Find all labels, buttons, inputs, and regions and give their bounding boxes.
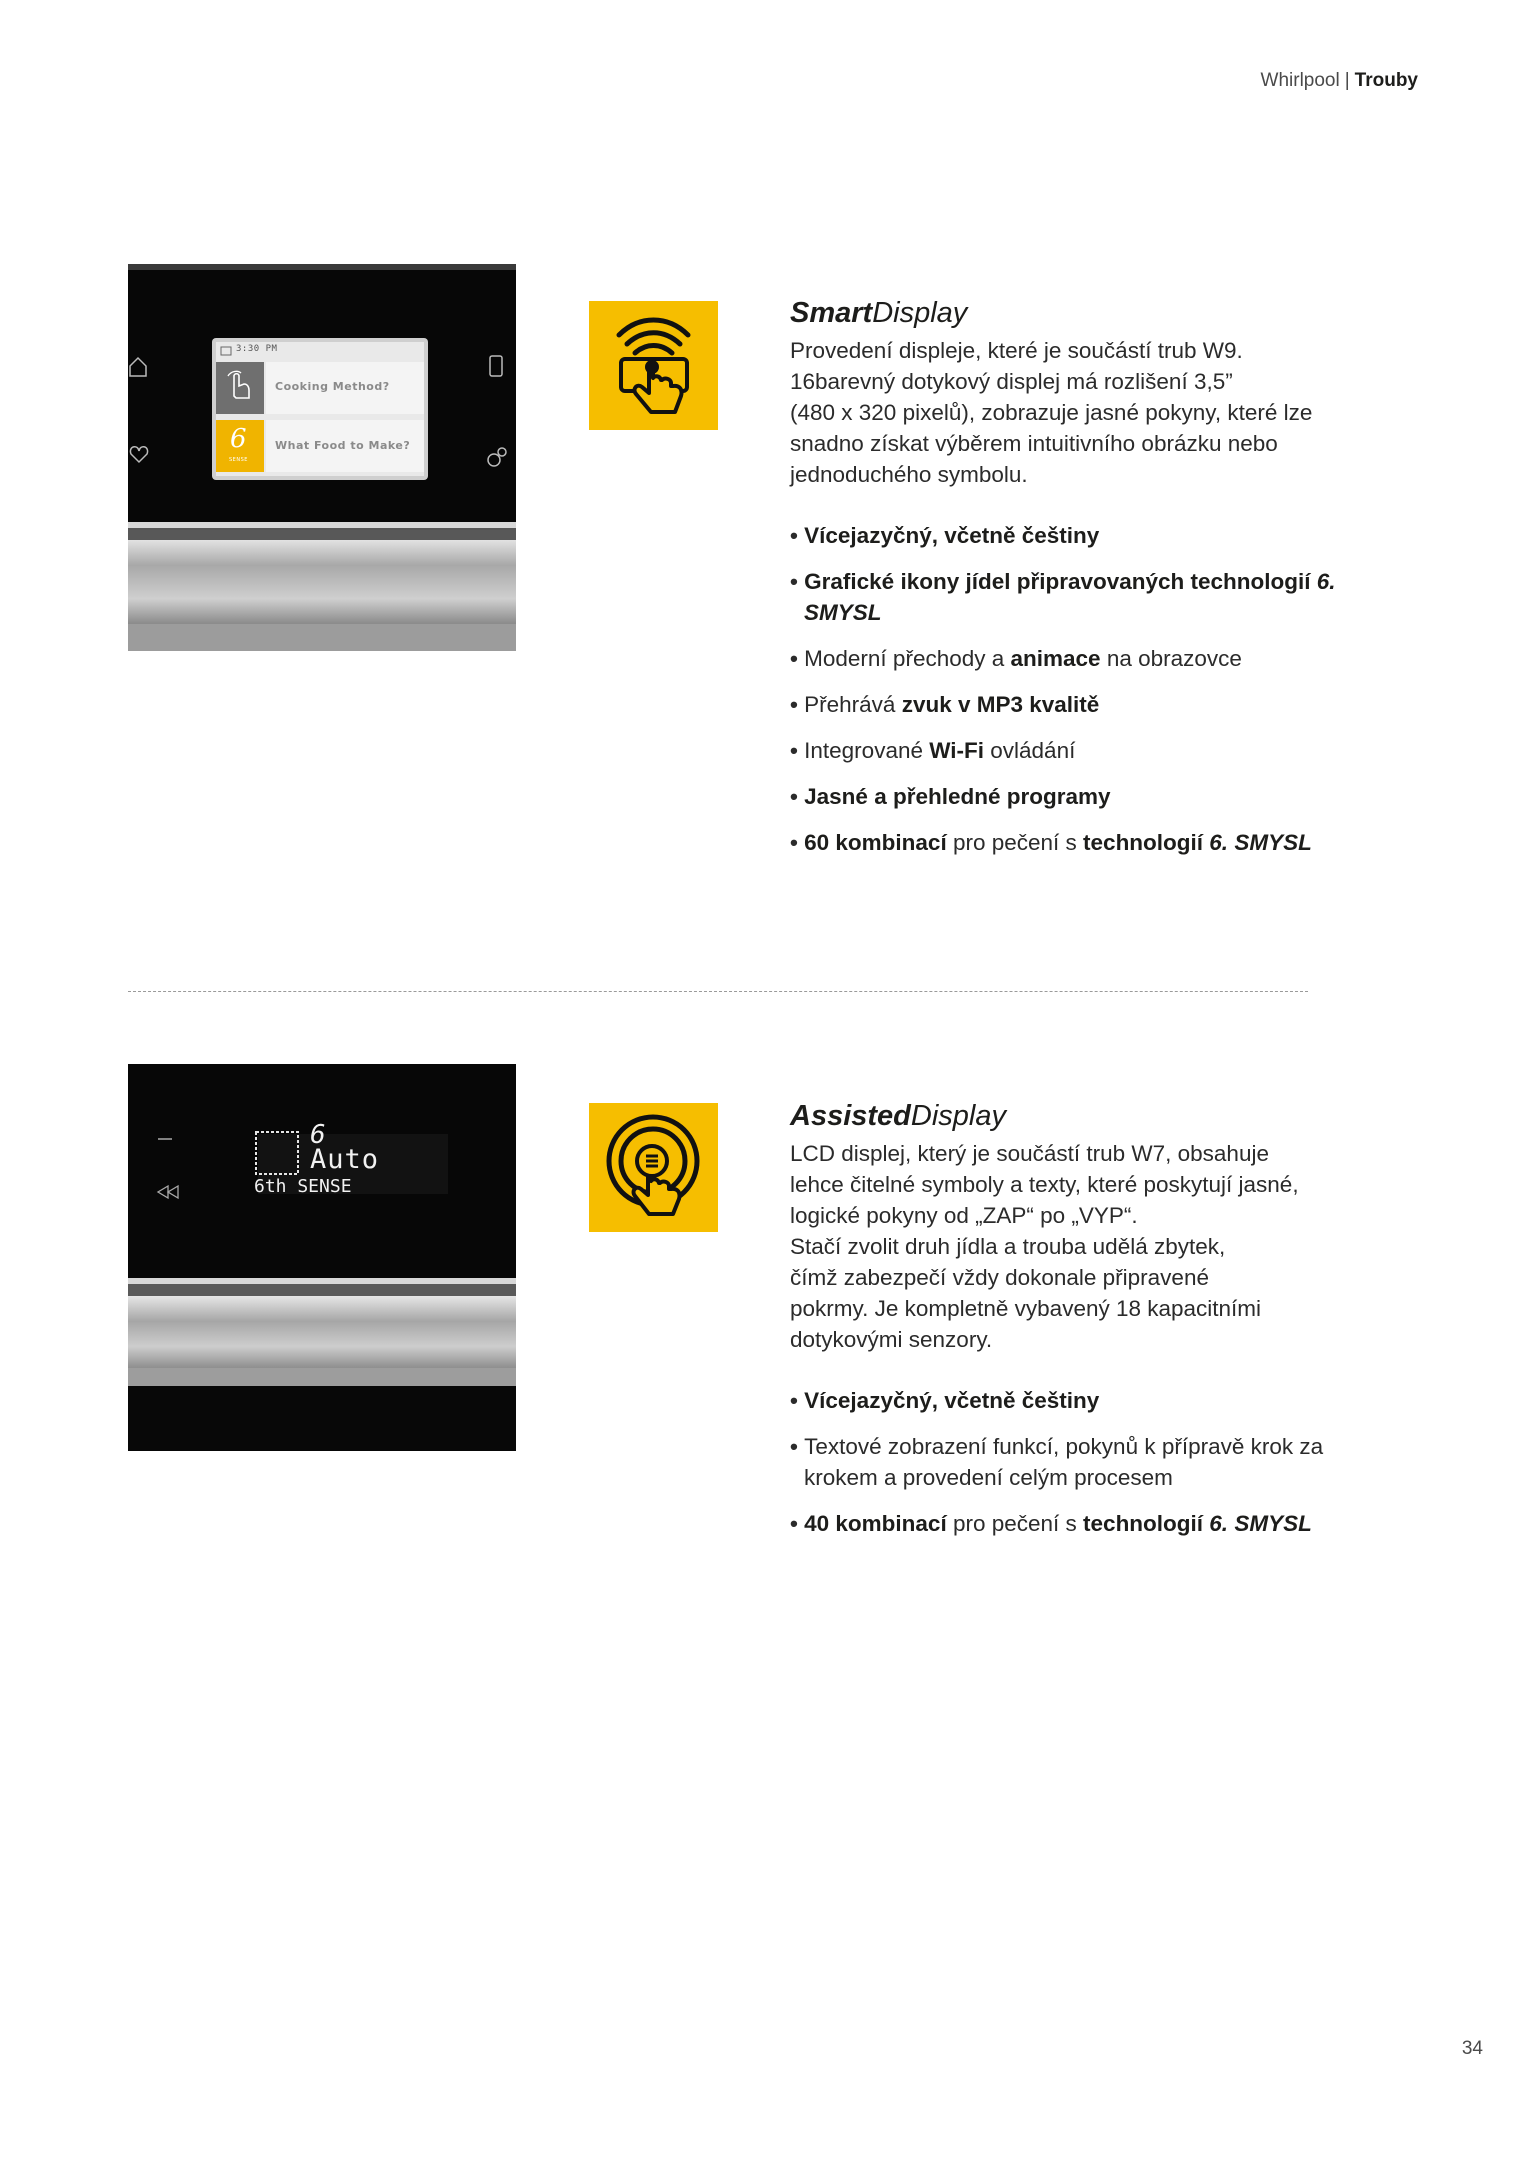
feature-item: • Integrované Wi-Fi ovládání	[790, 735, 1350, 766]
lcd-auto: Auto	[310, 1144, 380, 1175]
desc-line: logické pokyny od „ZAP“ po „VYP“.	[790, 1203, 1138, 1228]
smart-display-features	[790, 520, 1350, 858]
header-separator: |	[1344, 70, 1350, 91]
feature-item: • Jasné a přehledné programy	[790, 781, 1350, 812]
screen-what-food[interactable]: What Food to Make?	[275, 439, 411, 452]
smart-display-title	[790, 295, 1350, 331]
smart-display-description	[790, 335, 1350, 490]
desc-line: Provedení displeje, které je součástí trub W9.	[790, 338, 1243, 363]
feature-item: • Přehrává zvuk v MP3 kvalitě	[790, 689, 1350, 720]
title-bold-part: Smart	[790, 297, 873, 329]
section-name: Trouby	[1354, 70, 1418, 91]
smart-display-text	[790, 295, 1350, 873]
desc-line: snadno získat výběrem intuitivního obrázku nebo	[790, 431, 1278, 456]
lcd-6th-sense: 6th SENSE	[254, 1176, 352, 1197]
desc-line: pokrmy. Je kompletně vybavený 18 kapacitními	[790, 1296, 1262, 1321]
desc-line: dotykovými senzory.	[790, 1327, 993, 1352]
assisted-display-icon	[589, 1103, 718, 1232]
page-header	[1261, 70, 1418, 92]
brand-name: Whirlpool	[1260, 70, 1340, 91]
feature-item: • Moderní přechody a animace na obrazovce	[790, 643, 1350, 674]
desc-line: lehce čitelné symboly a texty, které poskytují jasné,	[790, 1172, 1299, 1197]
feature-item: • 60 kombinací pro pečení s technologií 6. SMYSL	[790, 827, 1350, 858]
smart-display-photo	[128, 264, 516, 651]
desc-line: čímž zabezpečí vždy dokonale připravené	[790, 1265, 1209, 1290]
desc-line: jednoduchého symbolu.	[790, 462, 1028, 487]
title-bold-part: Assisted	[790, 1100, 911, 1132]
assisted-display-features	[790, 1385, 1350, 1539]
lcd-digit: 6	[310, 1120, 326, 1150]
feature-item: • Vícejazyčný, včetně češtiny	[790, 520, 1350, 551]
sixth-sense-logo-digit: 6	[230, 424, 247, 454]
desc-line: LCD displej, který je součástí trub W7, obsahuje	[790, 1141, 1269, 1166]
assisted-display-description	[790, 1138, 1350, 1355]
sixth-sense-logo-text: SENSE	[229, 457, 248, 463]
title-light-part: Display	[872, 297, 968, 329]
title-light-part: Display	[910, 1100, 1006, 1132]
screen-cooking-method[interactable]: Cooking Method?	[275, 380, 390, 393]
assisted-display-text	[790, 1098, 1350, 1554]
screen-time: 3:30 PM	[236, 344, 278, 354]
feature-item: • Textové zobrazení funkcí, pokynů k přípravě krok za krokem a provedení celým procesem	[790, 1431, 1350, 1493]
assisted-display-title	[790, 1098, 1350, 1134]
assisted-display-photo	[128, 1064, 516, 1451]
desc-line: Stačí zvolit druh jídla a trouba udělá zbytek,	[790, 1234, 1226, 1259]
section-divider	[128, 991, 1308, 992]
feature-item: • Vícejazyčný, včetně češtiny	[790, 1385, 1350, 1416]
feature-item: • 40 kombinací pro pečení s technologií 6. SMYSL	[790, 1508, 1350, 1539]
desc-line: (480 x 320 pixelů), zobrazuje jasné pokyny, které lze	[790, 400, 1313, 425]
desc-line: 16barevný dotykový displej má rozlišení 3,5”	[790, 369, 1233, 394]
smart-display-icon	[589, 301, 718, 430]
feature-item: • Grafické ikony jídel připravovaných technologií 6. SMYSL	[790, 566, 1350, 628]
page-number: 34	[1461, 2038, 1483, 2059]
